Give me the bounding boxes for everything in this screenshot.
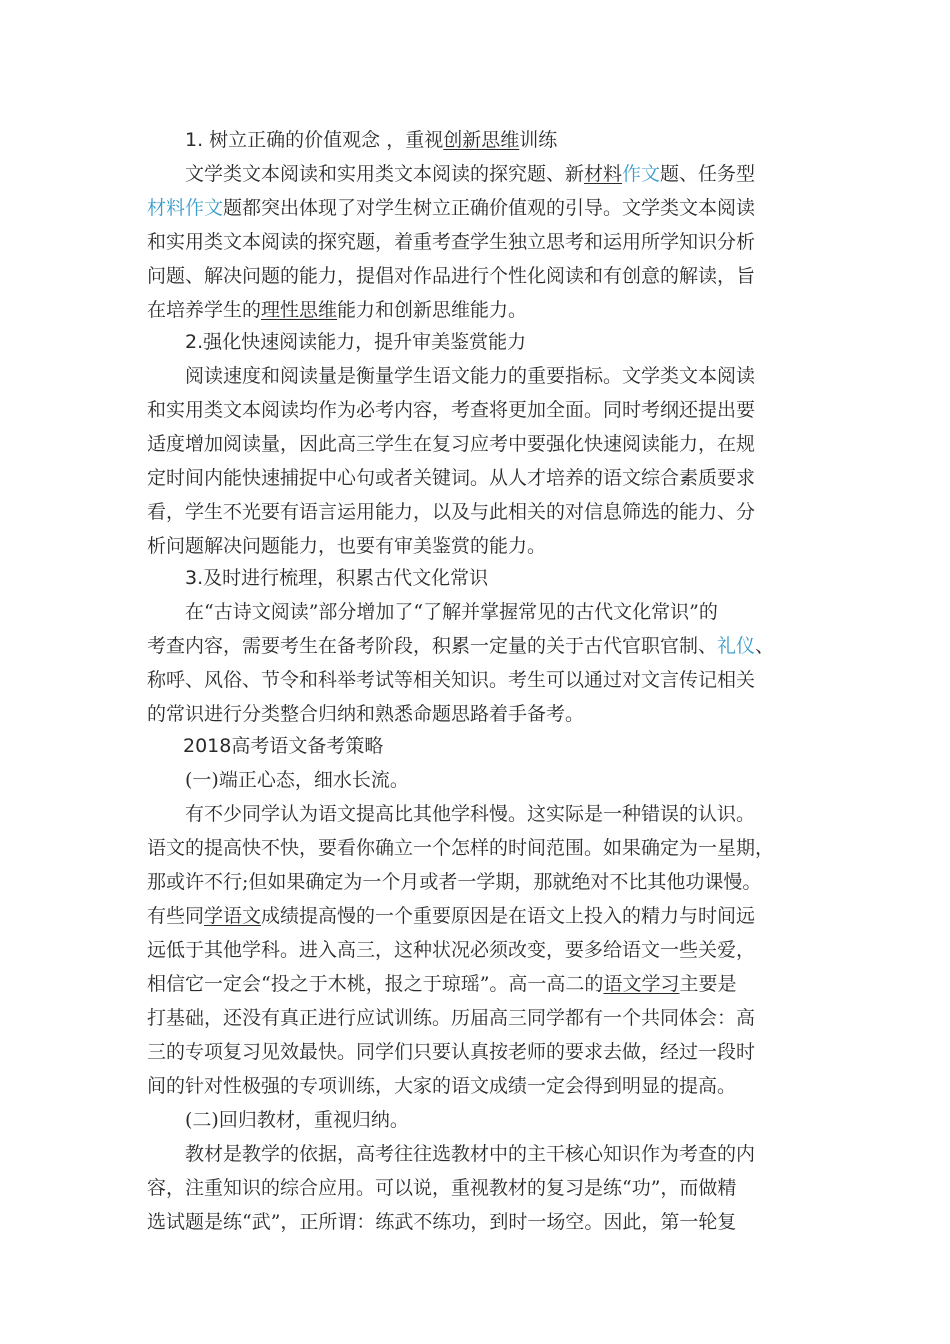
text-run: 能力和创新思维能力。 — [337, 299, 528, 321]
paragraph-line: 语文的提高快不快，要看你确立一个怎样的时间范围。如果确定为一星期， — [147, 837, 775, 859]
text-run: 、 — [755, 635, 775, 657]
text-run: 在培养学生的 — [147, 299, 262, 321]
paragraph-line: 选试题是练“武”，正所谓：练武不练功，到时一场空。因此，第一轮复 — [147, 1211, 737, 1233]
link-learn-chinese[interactable]: 学语文 — [204, 905, 262, 927]
paragraph-line: 析问题解决问题能力，也要有审美鉴赏的能力。 — [147, 535, 547, 557]
text-run: 题都突出体现了对学生树立正确价值观的引导。文学类文本阅读 — [223, 197, 756, 219]
text-run: 考查内容，需要考生在备考阶段，积累一定量的关于古代官职官制、 — [147, 635, 718, 657]
paragraph-line: 和实用类文本阅读均作为必考内容，考查将更加全面。同时考纲还提出要 — [147, 399, 756, 421]
section-1-heading — [185, 128, 557, 152]
paragraph-line: 的常识进行分类整合归纳和熟悉命题思路着手备考。 — [147, 703, 585, 725]
section-3-heading: 3.及时进行梳理，积累古代文化常识 — [185, 567, 489, 589]
paragraph-line: 适度增加阅读量，因此高三学生在复习应考中要强化快速阅读能力，在规 — [147, 433, 756, 455]
subsection-1-heading: (一)端正心态，细水长流。 — [185, 769, 409, 791]
paragraph-line: 在“古诗文阅读”部分增加了“了解并掌握常见的古代文化常识”的 — [185, 601, 718, 623]
paragraph-line: 容，注重知识的综合应用。可以说，重视教材的复习是练“功”，而做精 — [147, 1177, 737, 1199]
link-innovative-thinking[interactable]: 创新思维 — [443, 129, 520, 151]
text-run: 主要是 — [679, 973, 737, 995]
text-run: 题、任务型 — [660, 163, 756, 185]
text-run: 相信它一定会“投之于木桃，报之于琼瑶”。高一高二的 — [147, 973, 604, 995]
paragraph-line — [147, 972, 736, 996]
text-run: 有些同 — [147, 905, 205, 927]
paragraph-line — [147, 196, 755, 220]
paragraph-line: 三的专项复习见效最快。同学们只要认真按老师的要求去做，经过一段时 — [147, 1041, 756, 1063]
text-run: 文学类文本阅读和实用类文本阅读的探究题、新 — [185, 163, 585, 185]
paragraph-line: 定时间内能快速捕捉中心句或者关键词。从人才培养的语文综合素质要求 — [147, 467, 756, 489]
link-material-composition[interactable]: 材料作文 — [147, 197, 224, 219]
paragraph-line: 教材是教学的依据，高考往往选教材中的主干核心知识作为考查的内 — [185, 1143, 756, 1165]
paragraph-line: 那或许不行;但如果确定为一个月或者一学期，那就绝对不比其他功课慢。 — [147, 871, 762, 893]
heading-text: 1. 树立正确的价值观念 ，重视 — [185, 129, 444, 151]
link-rational-thinking[interactable]: 理性思维 — [261, 299, 338, 321]
text-run: 成绩提高慢的一个重要原因是在语文上投入的精力与时间远 — [261, 905, 756, 927]
paragraph-line: 阅读速度和阅读量是衡量学生语文能力的重要指标。文学类文本阅读 — [185, 365, 756, 387]
link-material[interactable]: 材料 — [584, 163, 623, 185]
paragraph-line: 称呼、风俗、节令和科举考试等相关知识。考生可以通过对文言传记相关 — [147, 669, 756, 691]
heading-text: 训练 — [519, 129, 558, 151]
paragraph-line: 远低于其他学科。进入高三，这种状况必须改变，要多给语文一些关爱， — [147, 939, 756, 961]
paragraph-line: 问题、解决问题的能力，提倡对作品进行个性化阅读和有创意的解读，旨 — [147, 265, 756, 287]
link-composition[interactable]: 作文 — [622, 163, 661, 185]
paragraph-line — [147, 634, 774, 658]
paragraph-line: 和实用类文本阅读的探究题，着重考查学生独立思考和运用所学知识分析 — [147, 231, 756, 253]
paragraph-line: 看，学生不光要有语言运用能力，以及与此相关的对信息筛选的能力、分 — [147, 501, 756, 523]
section-2-heading: 2.强化快速阅读能力，提升审美鉴赏能力 — [185, 331, 527, 353]
paragraph-line: 间的针对性极强的专项训练，大家的语文成绩一定会得到明显的提高。 — [147, 1075, 737, 1097]
link-chinese-study[interactable]: 语文学习 — [603, 973, 680, 995]
subsection-2-heading: (二)回归教材，重视归纳。 — [185, 1109, 409, 1131]
paragraph-line — [147, 904, 755, 928]
paragraph-line: 有不少同学认为语文提高比其他学科慢。这实际是一种错误的认识。 — [185, 803, 756, 825]
link-etiquette[interactable]: 礼仪 — [717, 635, 756, 657]
paragraph-line — [185, 162, 755, 186]
paragraph-line: 打基础，还没有真正进行应试训练。历届高三同学都有一个共同体会：高 — [147, 1007, 756, 1029]
section-title-2018: 2018高考语文备考策略 — [183, 735, 384, 757]
paragraph-line — [147, 298, 527, 322]
